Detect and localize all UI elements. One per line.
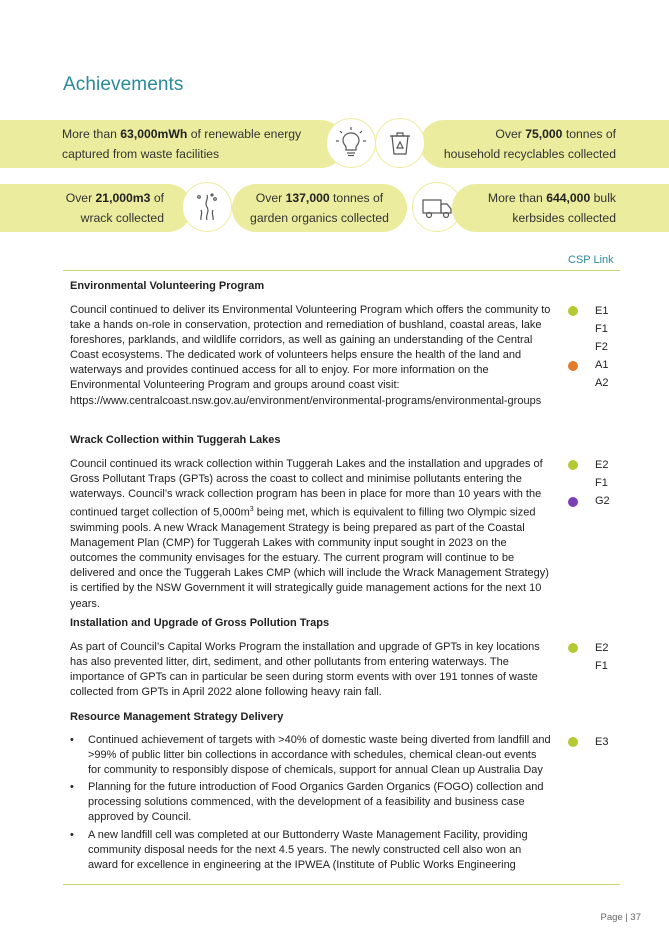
stat-line2: garden organics collected <box>250 211 389 225</box>
stat-bulk-kerbsides <box>452 184 669 232</box>
csp-link-header: CSP Link <box>568 254 614 266</box>
csp-code: F1 <box>595 477 608 489</box>
csp-code: E2 <box>595 459 609 471</box>
csp-code: F1 <box>595 323 608 335</box>
section-body-wrack <box>70 457 552 612</box>
seaweed-icon <box>182 182 232 232</box>
csp-dot-green <box>568 643 578 653</box>
stat-value: 21,000m3 <box>95 191 151 205</box>
stat-post: bulk <box>590 191 616 205</box>
section-title-gpt: Installation and Upgrade of Gross Pollution Traps <box>70 617 330 629</box>
stat-pre: More than <box>62 127 121 141</box>
stat-pre: Over <box>255 191 286 205</box>
csp-dot-purple <box>568 497 578 507</box>
csp-dot-orange <box>568 361 578 371</box>
csp-code: F1 <box>595 660 608 672</box>
stat-value: 63,000mWh <box>120 127 188 141</box>
list-item: • A new landfill cell was completed at our Buttonderry Waste Management Facility, providing community disposal needs for the next 4.5 years. The newly constructed cell also won an award for excellence in engineering at the IPWEA (Institute of Public Works Engineering <box>70 828 552 873</box>
section-title-resource-management: Resource Management Strategy Delivery <box>70 711 284 723</box>
stat-renewable-energy <box>0 120 345 168</box>
csp-code: E1 <box>595 305 609 317</box>
csp-code: F2 <box>595 341 608 353</box>
stat-pre: Over <box>65 191 96 205</box>
recycle-bin-icon <box>375 118 425 168</box>
csp-code: E3 <box>595 736 609 748</box>
page-number: Page | 37 <box>600 912 641 923</box>
section-title-env-volunteering: Environmental Volunteering Program <box>70 280 265 292</box>
superscript: 3 <box>249 506 254 514</box>
bullet-list <box>70 733 552 875</box>
section-body-gpt: As part of Council’s Capital Works Program the installation and upgrade of GPTs in key locations has also prevented litter, dirt, sediment, and other pollutants from entering waterways. The importance of GPTs can in particular be seen during storm events with over 191 tonnes of waste collected from GPTs in April 2022 alone following heavy rain fall. <box>70 641 540 699</box>
section-body-env-volunteering: Council continued to deliver its Environmental Volunteering Program which offers the community to take a hands on-role in conservation, protection and remediation of bushland, coastal areas, lake foreshores, parklands, and wildlife corridors, as well as gaining an understanding of the Central Coast ecosystems. The dedicated work of volunteers helps ensure the health of the land and waterways and provides continued access for all to enjoy. For more information on the Environmental Volunteering Program and groups around coast visit: https://www.centralcoast.nsw.gov.au/environment/environmental-programs/environmental-groups <box>70 304 551 407</box>
stat-value: 137,000 <box>285 191 330 205</box>
stat-value: 644,000 <box>546 191 591 205</box>
stat-line2: captured from waste facilities <box>62 147 220 161</box>
body-part: Council continued its wrack collection within Tuggerah Lakes and the installation and upgrades of Gross Pollutant Traps (GPTs) across the coast to collect and minimise pollutants entering the waterways. Council’s wrack collection program has been in place for more than 10 years with the continued target collection of 5,000m <box>70 458 543 519</box>
section-title-wrack: Wrack Collection within Tuggerah Lakes <box>70 434 281 446</box>
stat-post: of <box>150 191 164 205</box>
stat-post: tonnes of <box>329 191 384 205</box>
stat-line2: wrack collected <box>80 211 164 225</box>
divider <box>63 270 620 271</box>
stat-line2: kerbsides collected <box>512 211 616 225</box>
stat-wrack <box>0 184 192 232</box>
stat-value: 75,000 <box>525 127 563 141</box>
stat-post: tonnes of <box>562 127 616 141</box>
csp-code: E2 <box>595 642 609 654</box>
list-item: • Planning for the future introduction of Food Organics Garden Organics (FOGO) collection and processing solutions commenced, with the development of a feasibility and business case approved by Council. <box>70 780 552 825</box>
page-title: Achievements <box>63 74 184 95</box>
csp-code: A1 <box>595 359 609 371</box>
stat-pre: More than <box>487 191 547 205</box>
divider <box>63 884 620 885</box>
csp-dot-green <box>568 460 578 470</box>
csp-code: A2 <box>595 377 609 389</box>
stat-garden-organics <box>232 184 407 232</box>
stat-post: of renewable energy <box>187 127 302 141</box>
csp-dot-green <box>568 737 578 747</box>
stat-recyclables <box>420 120 669 168</box>
lightbulb-icon <box>326 118 376 168</box>
stat-pre: Over <box>495 127 526 141</box>
csp-dot-green <box>568 306 578 316</box>
stat-line2: household recyclables collected <box>443 147 616 161</box>
csp-code: G2 <box>595 495 610 507</box>
list-item: • Continued achievement of targets with >40% of domestic waste being diverted from landfill and >99% of public litter bin collections in accordance with schedules, chemical clean-out events for community to responsibly dispose of chemicals, support for annual Clean up Australia Day <box>70 733 552 778</box>
body-part: being met, which is equivalent to filling two Olympic sized swimming pools. A new Wrack Management Strategy is being prepared as part of the Coastal Management Plan (CMP) for Tuggerah Lakes with community input sought in 2023 on the outcomes the community envisages for the estuary. The current program will continue to be delivered and once the Tuggerah Lakes CMP (which will include the Wrack Management Strategy) is certified by the NSW Government it will strategically guide management actions for the next 10 years. <box>70 506 549 610</box>
